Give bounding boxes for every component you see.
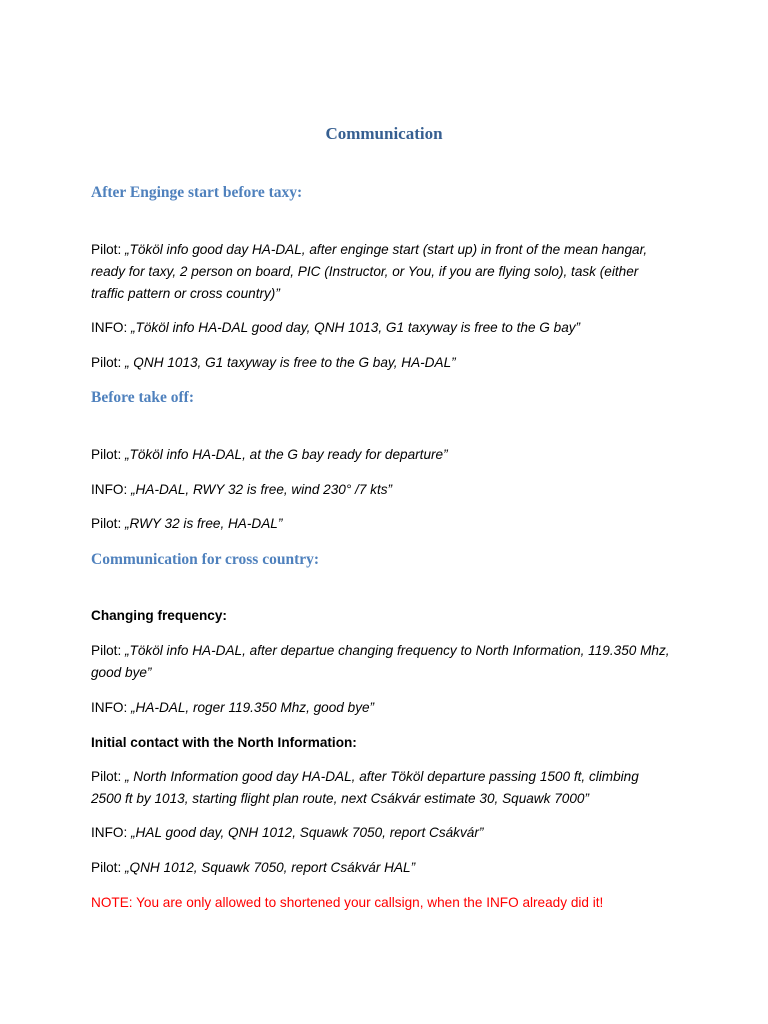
- transmission-text: „RWY 32 is free, HA-DAL”: [125, 516, 283, 531]
- callsign-note: NOTE: You are only allowed to shortened your callsign, when the INFO already did it!: [91, 895, 604, 910]
- transcript-line: [91, 317, 671, 339]
- speaker-label: Pilot:: [91, 516, 125, 531]
- speaker-label: Pilot:: [91, 355, 125, 370]
- page-title: Communication: [325, 124, 443, 143]
- transmission-text: „ North Information good day HA-DAL, after Tököl departure passing 1500 ft, climbing 2500 ft by 1013, starting flight plan route, next Csákvár estimate 30, Squawk 7000”: [91, 769, 639, 806]
- transmission-text: „HAL good day, QNH 1012, Squawk 7050, report Csákvár”: [131, 825, 484, 840]
- speaker-label: INFO:: [91, 482, 132, 497]
- section-heading-after-start: After Enginge start before taxy:: [91, 184, 303, 201]
- speaker-label: Pilot:: [91, 860, 125, 875]
- speaker-label: INFO:: [91, 700, 132, 715]
- transmission-text: „HA-DAL, RWY 32 is free, wind 230° /7 kts”: [131, 482, 393, 497]
- transcript-line: [91, 857, 671, 879]
- speaker-label: Pilot:: [91, 769, 125, 784]
- transcript-line: [91, 513, 671, 535]
- transcript-line: [91, 479, 671, 501]
- speaker-label: Pilot:: [91, 643, 125, 658]
- subheading-initial-contact: Initial contact with the North Information:: [91, 735, 357, 750]
- transcript-line: [91, 239, 671, 305]
- transcript-line: [91, 640, 671, 684]
- transcript-line: [91, 766, 671, 810]
- speaker-label: Pilot:: [91, 242, 125, 257]
- transmission-text: „Tököl info good day HA-DAL, after enginge start (start up) in front of the mean hangar, ready for taxy, 2 person on board, PIC (Instructor, or You, if you are flying solo), task (either traffic pattern or cross country)”: [91, 242, 648, 301]
- speaker-label: INFO:: [91, 320, 132, 335]
- speaker-label: Pilot:: [91, 447, 125, 462]
- section-heading-before-takeoff: Before take off:: [91, 389, 195, 406]
- speaker-label: INFO:: [91, 825, 132, 840]
- transmission-text: „Tököl info HA-DAL, at the G bay ready for departure”: [125, 447, 448, 462]
- transcript-line: [91, 352, 671, 374]
- subheading-changing-frequency: Changing frequency:: [91, 608, 227, 623]
- transcript-line: [91, 822, 671, 844]
- transmission-text: „ QNH 1013, G1 taxyway is free to the G bay, HA-DAL”: [125, 355, 456, 370]
- transmission-text: „Tököl info HA-DAL, after departue changing frequency to North Information, 119.350 Mhz, good bye”: [91, 643, 670, 680]
- transmission-text: „Tököl info HA-DAL good day, QNH 1013, G1 taxyway is free to the G bay”: [131, 320, 581, 335]
- section-heading-cross-country: Communication for cross country:: [91, 551, 320, 568]
- transmission-text: „HA-DAL, roger 119.350 Mhz, good bye”: [131, 700, 375, 715]
- transmission-text: „QNH 1012, Squawk 7050, report Csákvár HAL”: [125, 860, 416, 875]
- transcript-line: [91, 444, 671, 466]
- transcript-line: [91, 697, 671, 719]
